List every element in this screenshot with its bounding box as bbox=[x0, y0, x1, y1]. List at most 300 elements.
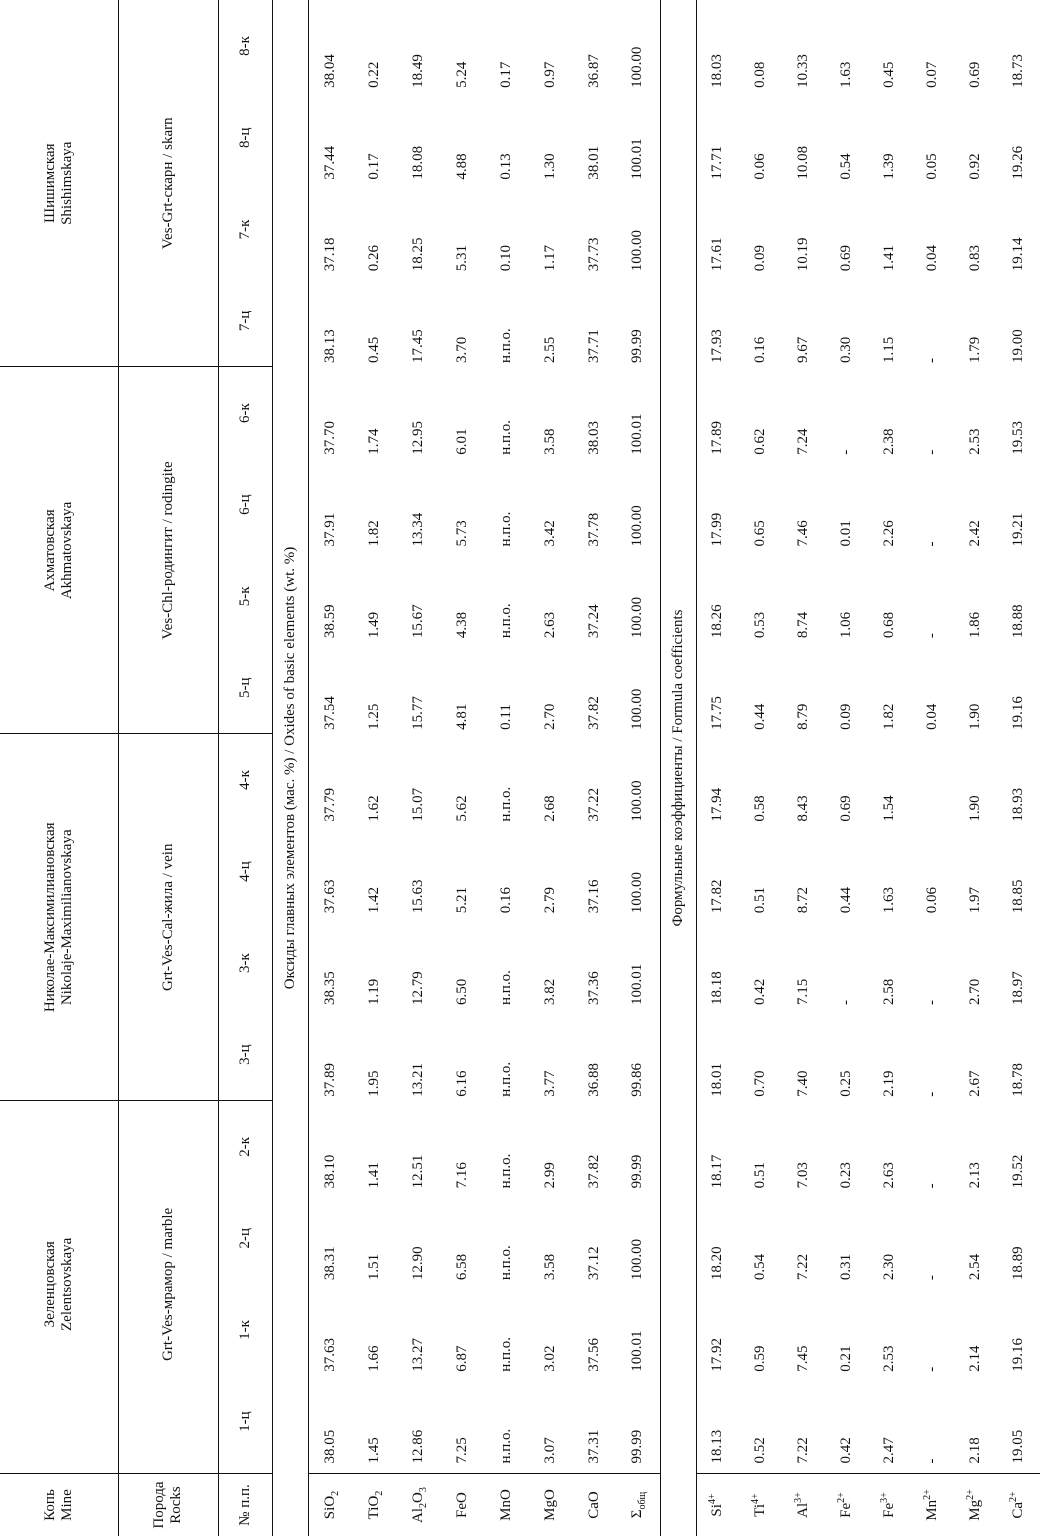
oxide-value: 3.42 bbox=[541, 520, 558, 547]
formula-value: 19.26 bbox=[1010, 145, 1026, 180]
oxide-value: 38.05 bbox=[321, 1429, 338, 1464]
formula-value: 18.93 bbox=[1010, 787, 1026, 822]
oxide-label: TiO$_2$ bbox=[352, 1474, 396, 1536]
formula-value: 1.90 bbox=[967, 703, 983, 730]
formula-value: 0.07 bbox=[924, 61, 940, 88]
oxide-section-row bbox=[272, 0, 308, 1536]
sample-id: 5-к bbox=[218, 550, 272, 642]
oxide-value: 12.51 bbox=[409, 1154, 426, 1189]
oxide-value: н.п.о. bbox=[497, 1061, 514, 1097]
oxide-value: 4.81 bbox=[453, 703, 470, 730]
rocks-label-ru: Порода bbox=[151, 1481, 167, 1529]
sample-id: 1-к bbox=[218, 1284, 272, 1376]
oxide-value: 13.27 bbox=[409, 1338, 426, 1372]
formula-row bbox=[825, 0, 868, 1536]
sample-number-row bbox=[218, 0, 272, 1536]
oxide-value: 0.10 bbox=[497, 245, 514, 272]
number-label: № п.п. bbox=[218, 1474, 272, 1536]
oxide-value: 3.07 bbox=[541, 1437, 558, 1464]
formula-value: 17.99 bbox=[709, 512, 726, 547]
sample-id: 1-ц bbox=[218, 1376, 272, 1468]
oxide-value: 5.73 bbox=[453, 520, 470, 547]
formula-value: 2.26 bbox=[881, 520, 897, 547]
formula-label: $Mn^{2+}$ bbox=[911, 1474, 954, 1536]
oxide-value: 4.88 bbox=[453, 153, 470, 180]
oxide-value: 100.00 bbox=[616, 459, 660, 551]
oxide-label: MgO bbox=[528, 1474, 572, 1536]
oxide-value: 100.01 bbox=[616, 92, 660, 184]
formula-value: - bbox=[924, 1458, 940, 1464]
formula-label: $Al^{3+}$ bbox=[782, 1474, 825, 1536]
formula-value: 1.63 bbox=[881, 887, 897, 914]
oxide-value: 2.99 bbox=[541, 1162, 558, 1189]
formula-value: 0.58 bbox=[752, 795, 768, 822]
oxide-value: 12.95 bbox=[409, 421, 426, 455]
oxide-value: 37.16 bbox=[585, 879, 602, 914]
oxide-label: MnO bbox=[484, 1474, 528, 1536]
oxide-row bbox=[616, 0, 660, 1536]
oxide-value: н.п.о. bbox=[497, 1336, 514, 1372]
oxide-row bbox=[528, 0, 572, 1536]
oxide-value: 3.58 bbox=[541, 428, 558, 455]
oxide-value: 1.25 bbox=[365, 703, 382, 730]
mine-name-ru: Ахматовская bbox=[41, 509, 58, 592]
formula-value: 18.78 bbox=[1010, 1062, 1026, 1097]
formula-value: 7.22 bbox=[795, 1253, 811, 1281]
oxide-value: 0.17 bbox=[497, 61, 514, 88]
mine-nikolaje bbox=[0, 734, 118, 1101]
oxide-value: н.п.о. bbox=[497, 1245, 514, 1281]
formula-value: 18.26 bbox=[709, 604, 726, 639]
oxide-value: 37.18 bbox=[321, 237, 338, 272]
oxide-value: 12.90 bbox=[409, 1246, 426, 1281]
formula-value: - bbox=[924, 541, 940, 547]
formula-value: 0.21 bbox=[838, 1345, 854, 1372]
formula-value: 18.03 bbox=[709, 54, 726, 88]
oxide-value: 37.79 bbox=[321, 787, 338, 822]
formula-value: 7.22 bbox=[795, 1437, 811, 1464]
formula-value: 0.69 bbox=[838, 245, 854, 272]
oxide-value: н.п.о. bbox=[497, 603, 514, 639]
sample-id: 2-ц bbox=[218, 1192, 272, 1284]
oxide-value: 7.16 bbox=[453, 1162, 470, 1189]
formula-label: $Mg^{2+}$ bbox=[954, 1474, 997, 1536]
oxide-value: 1.41 bbox=[365, 1162, 382, 1189]
formula-value: 18.01 bbox=[709, 1062, 726, 1097]
oxide-value: 6.01 bbox=[453, 428, 470, 455]
formula-row bbox=[739, 0, 782, 1536]
formula-row bbox=[997, 0, 1040, 1536]
formula-value: 1.63 bbox=[838, 61, 854, 88]
oxide-value: 38.31 bbox=[321, 1246, 338, 1281]
oxide-value: 7.25 bbox=[453, 1437, 470, 1464]
oxide-value: 37.82 bbox=[585, 696, 602, 730]
formula-value: 1.41 bbox=[881, 245, 897, 272]
formula-value: 1.15 bbox=[881, 336, 897, 363]
sample-id: 4-к bbox=[218, 734, 272, 826]
oxide-value: 1.17 bbox=[541, 245, 558, 272]
oxide-value: 18.08 bbox=[409, 145, 426, 180]
oxide-value: 5.24 bbox=[453, 61, 470, 88]
oxide-value: 38.01 bbox=[585, 145, 602, 180]
oxide-value: 100.01 bbox=[616, 367, 660, 459]
oxide-value: 37.36 bbox=[585, 971, 602, 1005]
rocks-header-cell bbox=[118, 1474, 218, 1536]
formula-value: - bbox=[924, 999, 940, 1005]
oxide-value: 37.70 bbox=[321, 421, 338, 455]
oxide-value: 100.01 bbox=[616, 917, 660, 1009]
formula-value: 8.72 bbox=[795, 887, 811, 914]
oxide-value: 0.13 bbox=[497, 153, 514, 180]
rock-type: Grt-Ves-мрамор / marble bbox=[118, 1101, 218, 1468]
sample-id: 3-ц bbox=[218, 1009, 272, 1101]
formula-value: 18.73 bbox=[1010, 54, 1026, 88]
formula-value: 8.74 bbox=[795, 611, 811, 639]
formula-value: 0.06 bbox=[752, 153, 768, 180]
oxide-value: 100.00 bbox=[616, 734, 660, 826]
formula-value: 18.89 bbox=[1010, 1246, 1026, 1281]
formula-value: 0.54 bbox=[838, 153, 854, 180]
oxide-value: 99.99 bbox=[616, 1101, 660, 1193]
formula-value bbox=[911, 734, 954, 826]
formula-value: 0.30 bbox=[838, 336, 854, 363]
oxide-value: 100.00 bbox=[616, 184, 660, 276]
formula-value: - bbox=[924, 1091, 940, 1097]
sample-id: 8-к bbox=[218, 0, 272, 92]
formula-value: 10.08 bbox=[795, 145, 811, 180]
oxide-label: $Al_2O_3$ bbox=[396, 1474, 440, 1536]
formula-value: 19.53 bbox=[1010, 421, 1026, 455]
rock-type: Grt-Ves-Cal-жила / vein bbox=[118, 734, 218, 1101]
formula-value: 0.44 bbox=[752, 703, 768, 730]
formula-value: 7.24 bbox=[795, 428, 811, 455]
formula-value: 2.38 bbox=[881, 428, 897, 455]
formula-value: 0.70 bbox=[752, 1070, 768, 1097]
oxide-value: 3.82 bbox=[541, 978, 558, 1005]
oxide-value: 99.99 bbox=[616, 1376, 660, 1468]
formula-value: 17.89 bbox=[709, 421, 726, 455]
formula-value: 10.19 bbox=[795, 237, 811, 272]
oxide-value: 12.79 bbox=[409, 971, 426, 1005]
formula-value: 17.92 bbox=[709, 1338, 726, 1372]
oxide-value: 37.78 bbox=[585, 512, 602, 547]
formula-value: 17.75 bbox=[709, 696, 726, 730]
formula-value: - bbox=[924, 1275, 940, 1281]
oxide-value: 1.30 bbox=[541, 153, 558, 180]
formula-value: - bbox=[838, 999, 854, 1005]
formula-value: - bbox=[924, 449, 940, 455]
formula-value: 1.90 bbox=[967, 795, 983, 822]
oxide-value: 1.66 bbox=[365, 1345, 382, 1372]
oxide-value: 37.44 bbox=[321, 145, 338, 180]
oxide-value: 2.55 bbox=[541, 336, 558, 363]
oxide-value: 12.86 bbox=[409, 1429, 426, 1464]
formula-value: 0.54 bbox=[752, 1253, 768, 1281]
oxide-value: н.п.о. bbox=[497, 1153, 514, 1189]
formula-value: 0.42 bbox=[752, 978, 768, 1005]
oxide-value: 17.45 bbox=[409, 329, 426, 363]
oxide-section-title: Оксиды главных элементов (мас. %) / Oxides of basic elements (wt. %) bbox=[272, 0, 308, 1536]
formula-value: 19.05 bbox=[1010, 1429, 1026, 1464]
formula-value: 0.65 bbox=[752, 520, 768, 547]
formula-label: $Fe^{3+}$ bbox=[868, 1474, 911, 1536]
oxide-value: 1.42 bbox=[365, 887, 382, 914]
oxide-value: 0.22 bbox=[365, 61, 382, 88]
formula-value: 2.18 bbox=[967, 1437, 983, 1464]
oxide-value: 13.34 bbox=[409, 512, 426, 547]
formula-value: 17.71 bbox=[709, 145, 726, 180]
formula-value: 0.06 bbox=[924, 887, 940, 914]
mine-label-en: Mine bbox=[58, 1489, 75, 1521]
formula-section-row bbox=[660, 0, 696, 1536]
formula-row bbox=[782, 0, 825, 1536]
formula-value: 0.08 bbox=[752, 61, 768, 88]
oxide-value: 37.82 bbox=[585, 1154, 602, 1189]
formula-value: 17.61 bbox=[709, 237, 726, 272]
formula-label: $Ca^{2+}$ bbox=[997, 1474, 1040, 1536]
oxide-value: н.п.о. bbox=[497, 419, 514, 455]
formula-rows bbox=[696, 0, 1040, 1536]
formula-value: 17.82 bbox=[709, 879, 726, 914]
formula-value: 0.52 bbox=[752, 1437, 768, 1464]
sample-id: 6-ц bbox=[218, 459, 272, 551]
oxide-value: 15.63 bbox=[409, 879, 426, 914]
oxide-value: н.п.о. bbox=[497, 328, 514, 363]
formula-value: 19.00 bbox=[1010, 329, 1026, 363]
oxide-label: CaO bbox=[572, 1474, 616, 1536]
mine-name-ru: Николае-Максимилиановская bbox=[41, 822, 58, 1013]
oxide-value: 1.82 bbox=[365, 520, 382, 547]
formula-value: 0.09 bbox=[838, 703, 854, 730]
formula-label: $Ti^{4+}$ bbox=[739, 1474, 782, 1536]
sample-id: 3-к bbox=[218, 917, 272, 1009]
formula-value: 8.79 bbox=[795, 703, 811, 730]
mine-name-en: Shishimskaya bbox=[58, 141, 75, 225]
sample-id: 6-к bbox=[218, 367, 272, 459]
oxide-value: 36.88 bbox=[585, 1062, 602, 1097]
formula-value: 2.53 bbox=[881, 1345, 897, 1372]
rock-type: Ves-Grt-скарн / skarn bbox=[118, 0, 218, 367]
mine-shishimskaya bbox=[0, 0, 118, 367]
oxide-value: 38.59 bbox=[321, 604, 338, 639]
formula-value: 2.19 bbox=[881, 1070, 897, 1097]
formula-value: 19.14 bbox=[1010, 237, 1026, 272]
oxide-value: 38.13 bbox=[321, 329, 338, 363]
formula-value: 0.45 bbox=[881, 61, 897, 88]
oxide-value: н.п.о. bbox=[497, 786, 514, 822]
formula-value: - bbox=[924, 633, 940, 639]
formula-value: - bbox=[838, 449, 854, 455]
oxide-value: н.п.о. bbox=[497, 970, 514, 1005]
oxide-value: 99.99 bbox=[616, 275, 660, 367]
oxide-value: 38.03 bbox=[585, 421, 602, 455]
oxide-value: 15.67 bbox=[409, 604, 426, 639]
formula-value: 10.33 bbox=[795, 54, 811, 88]
mine-row bbox=[0, 0, 118, 1536]
oxide-value: 37.71 bbox=[585, 329, 602, 363]
formula-value: 1.79 bbox=[967, 336, 983, 363]
formula-value: 0.59 bbox=[752, 1345, 768, 1372]
oxide-value: 100.00 bbox=[616, 642, 660, 734]
formula-value: 18.17 bbox=[709, 1154, 726, 1189]
formula-value: 0.51 bbox=[752, 1162, 768, 1189]
oxide-row bbox=[352, 0, 396, 1536]
oxide-value: 0.26 bbox=[365, 245, 382, 272]
oxide-rows bbox=[308, 0, 660, 1536]
mine-name-en: Zelentsovskaya bbox=[58, 1237, 75, 1331]
formula-value: 0.16 bbox=[752, 336, 768, 363]
oxide-row bbox=[572, 0, 616, 1536]
sample-id: 7-к bbox=[218, 184, 272, 276]
oxide-row bbox=[308, 0, 352, 1536]
oxide-value: 38.10 bbox=[321, 1154, 338, 1189]
sample-id: 7-ц bbox=[218, 275, 272, 367]
oxide-value: 5.21 bbox=[453, 887, 470, 914]
formula-value: 18.18 bbox=[709, 971, 726, 1005]
oxide-value: 13.21 bbox=[409, 1062, 426, 1097]
oxide-value: 1.51 bbox=[365, 1253, 382, 1281]
rocks-row bbox=[118, 0, 218, 1536]
formula-value: 2.13 bbox=[967, 1162, 983, 1189]
formula-value: 1.39 bbox=[881, 153, 897, 180]
formula-label: $Si^{4+}$ bbox=[696, 1474, 739, 1536]
oxide-row bbox=[440, 0, 484, 1536]
oxide-value: 37.24 bbox=[585, 604, 602, 639]
formula-value: - bbox=[924, 1366, 940, 1372]
oxide-value: 0.17 bbox=[365, 153, 382, 180]
formula-value: 18.20 bbox=[709, 1246, 726, 1281]
formula-value: 0.01 bbox=[838, 520, 854, 547]
oxide-row bbox=[396, 0, 440, 1536]
formula-value: 7.45 bbox=[795, 1345, 811, 1372]
sample-id: 4-ц bbox=[218, 826, 272, 918]
sample-id: 2-к bbox=[218, 1101, 272, 1193]
oxide-value: 37.63 bbox=[321, 879, 338, 914]
oxide-value: 37.91 bbox=[321, 512, 338, 547]
oxide-value: 37.89 bbox=[321, 1062, 338, 1097]
formula-value: 0.69 bbox=[967, 61, 983, 88]
formula-value: 0.62 bbox=[752, 428, 768, 455]
formula-value: - bbox=[924, 358, 940, 363]
mine-name-ru: Шишимская bbox=[41, 143, 58, 224]
oxide-value: 37.54 bbox=[321, 696, 338, 730]
formula-value: 2.58 bbox=[881, 978, 897, 1005]
oxide-value: 2.68 bbox=[541, 795, 558, 822]
formula-value: 7.40 bbox=[795, 1070, 811, 1097]
oxide-value: 1.95 bbox=[365, 1070, 382, 1097]
formula-value: 2.54 bbox=[967, 1253, 983, 1281]
oxide-label: SiO$_2$ bbox=[308, 1474, 352, 1536]
oxide-value: 2.79 bbox=[541, 887, 558, 914]
formula-value: 7.03 bbox=[795, 1162, 811, 1189]
formula-value: 19.52 bbox=[1010, 1154, 1026, 1189]
mine-name-en: Akhmatovskaya bbox=[58, 501, 75, 600]
formula-label: $Fe^{2+}$ bbox=[825, 1474, 868, 1536]
formula-value: 0.05 bbox=[924, 153, 940, 180]
oxide-value: 2.70 bbox=[541, 703, 558, 730]
oxide-value: 1.45 bbox=[365, 1437, 382, 1464]
formula-row bbox=[868, 0, 911, 1536]
oxide-value: 100.00 bbox=[616, 826, 660, 918]
oxide-value: 4.38 bbox=[453, 611, 470, 639]
oxide-value: 37.22 bbox=[585, 787, 602, 822]
formula-value: 9.67 bbox=[795, 336, 811, 363]
formula-value: 18.97 bbox=[1010, 971, 1026, 1005]
oxide-value: 36.87 bbox=[585, 54, 602, 88]
sample-id: 5-ц bbox=[218, 642, 272, 734]
formula-value: 0.51 bbox=[752, 887, 768, 914]
oxide-value: 15.77 bbox=[409, 696, 426, 730]
formula-value: 0.04 bbox=[924, 703, 940, 730]
formula-value: 0.04 bbox=[924, 245, 940, 272]
formula-row bbox=[954, 0, 997, 1536]
formula-value: 7.15 bbox=[795, 978, 811, 1005]
formula-value: 2.14 bbox=[967, 1345, 983, 1372]
rocks-label-en: Rocks bbox=[168, 1486, 184, 1524]
oxide-value: 1.19 bbox=[365, 978, 382, 1005]
oxide-value: 99.86 bbox=[616, 1009, 660, 1101]
formula-value: 0.92 bbox=[967, 153, 983, 180]
oxide-value: 6.58 bbox=[453, 1253, 470, 1281]
formula-value: 2.47 bbox=[881, 1437, 897, 1464]
formula-value: 1.86 bbox=[967, 611, 983, 639]
oxide-value: 18.49 bbox=[409, 54, 426, 88]
oxide-value: 2.63 bbox=[541, 611, 558, 639]
oxide-value: 3.70 bbox=[453, 336, 470, 363]
rock-type: Ves-Chl-родингит / rodingite bbox=[118, 367, 218, 734]
formula-value: 1.06 bbox=[838, 611, 854, 639]
oxide-value: 1.49 bbox=[365, 611, 382, 639]
oxide-value: 6.50 bbox=[453, 978, 470, 1005]
formula-value: 19.16 bbox=[1010, 696, 1026, 730]
formula-value: 0.69 bbox=[838, 795, 854, 822]
formula-value: 0.44 bbox=[838, 887, 854, 914]
formula-value: 0.53 bbox=[752, 611, 768, 639]
formula-value: 18.85 bbox=[1010, 879, 1026, 914]
formula-value: 7.46 bbox=[795, 520, 811, 547]
formula-value: 1.82 bbox=[881, 703, 897, 730]
oxide-value: н.п.о. bbox=[497, 511, 514, 547]
oxide-value: 100.00 bbox=[616, 550, 660, 642]
formula-value: 18.13 bbox=[709, 1429, 726, 1464]
oxide-value: 0.11 bbox=[497, 704, 514, 730]
formula-row bbox=[696, 0, 739, 1536]
formula-value: 0.23 bbox=[838, 1162, 854, 1189]
oxide-value: 1.62 bbox=[365, 795, 382, 822]
formula-value: 2.42 bbox=[967, 520, 983, 547]
formula-row bbox=[911, 0, 954, 1536]
oxide-value: 5.31 bbox=[453, 245, 470, 272]
mine-zelentsovskaya bbox=[0, 1101, 118, 1468]
formula-value: 0.42 bbox=[838, 1437, 854, 1464]
formula-value: 0.83 bbox=[967, 245, 983, 272]
oxide-value: 6.16 bbox=[453, 1070, 470, 1097]
formula-section-title: Формульные коэффициенты / Formula coefficients bbox=[660, 0, 696, 1536]
oxide-value: 38.35 bbox=[321, 971, 338, 1005]
oxide-label: FeO bbox=[440, 1474, 484, 1536]
mine-label-ru: Копь bbox=[41, 1489, 58, 1521]
formula-value: 1.54 bbox=[881, 795, 897, 822]
oxide-value: 38.04 bbox=[321, 54, 338, 88]
sample-id: 8-ц bbox=[218, 92, 272, 184]
oxide-value: 5.62 bbox=[453, 795, 470, 822]
oxide-value: 37.31 bbox=[585, 1429, 602, 1464]
oxide-value: 6.87 bbox=[453, 1345, 470, 1372]
formula-value: 2.30 bbox=[881, 1253, 897, 1281]
formula-value: 0.31 bbox=[838, 1253, 854, 1281]
mine-name-ru: Зеленцовская bbox=[41, 1241, 58, 1328]
oxide-label: $\Sigma_{общ}$ bbox=[616, 1474, 660, 1536]
